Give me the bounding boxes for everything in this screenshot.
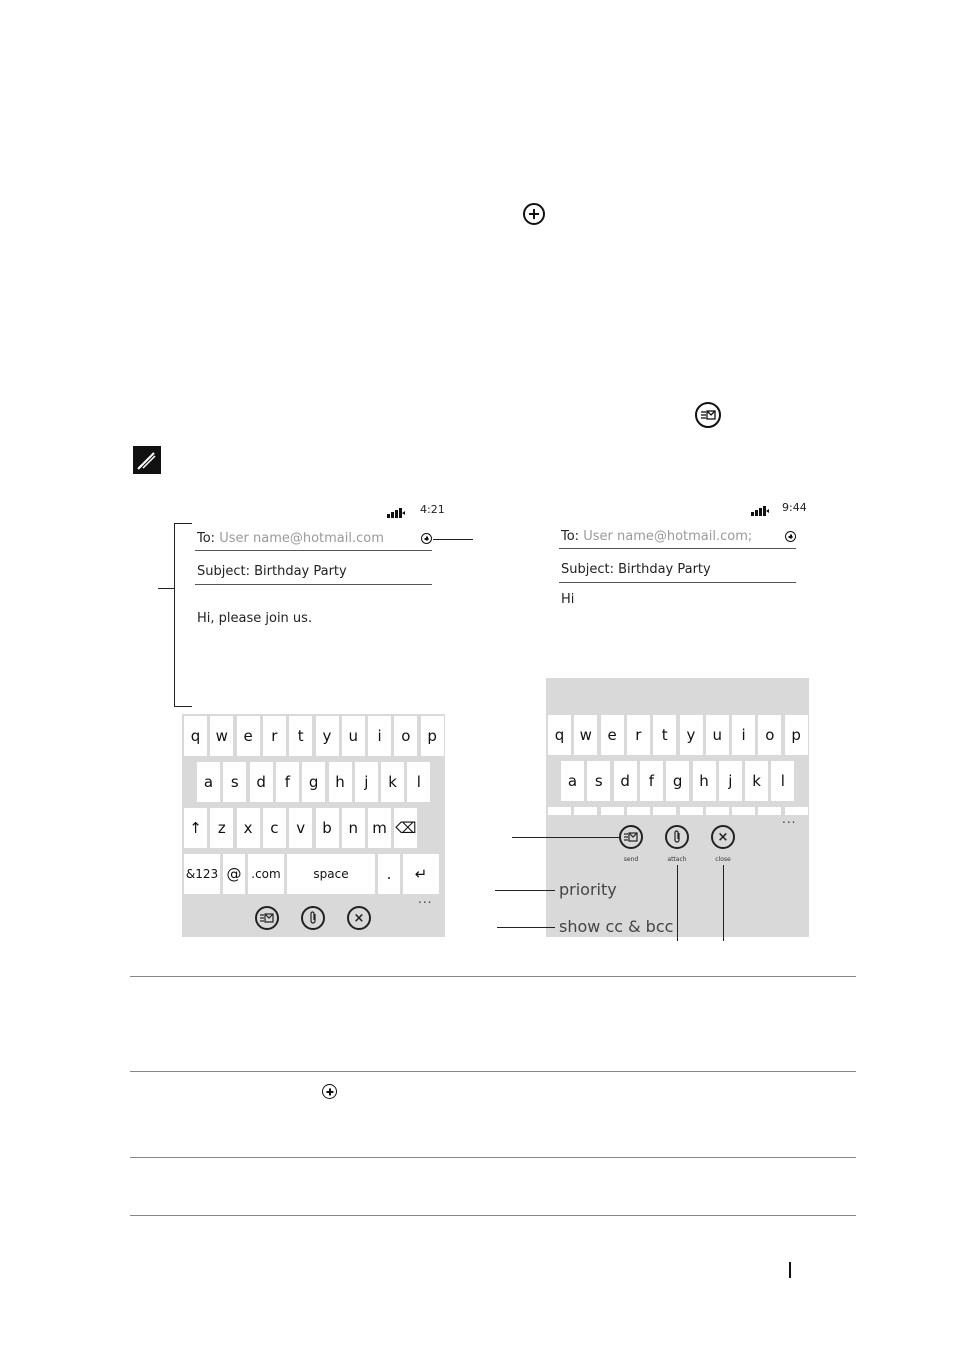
key-x[interactable]: x <box>237 808 260 848</box>
key-f[interactable]: f <box>276 762 299 802</box>
symbols-key[interactable]: &123 <box>184 854 220 894</box>
key-k[interactable]: k <box>381 762 404 802</box>
close-caption: close <box>715 856 731 863</box>
status-time: 4:21 <box>420 503 445 516</box>
to-field[interactable] <box>197 531 384 546</box>
table-rule <box>130 976 856 977</box>
key-special[interactable]: ⌫ <box>394 808 417 848</box>
key-d[interactable]: d <box>614 761 637 801</box>
key-r[interactable]: r <box>627 715 650 755</box>
key-p[interactable]: p <box>421 716 444 756</box>
key-d[interactable]: d <box>250 762 273 802</box>
attach-caption: attach <box>667 856 687 863</box>
key-y[interactable]: y <box>316 716 339 756</box>
period-key[interactable]: . <box>378 854 400 894</box>
send-button[interactable] <box>619 825 643 849</box>
key-partial <box>653 807 676 815</box>
subject-field[interactable]: Subject: Birthday Party <box>561 562 711 577</box>
to-placeholder: User name@hotmail.com <box>219 531 384 546</box>
key-l[interactable]: l <box>771 761 794 801</box>
key-w[interactable]: w <box>210 716 233 756</box>
to-field[interactable] <box>561 529 752 544</box>
send-icon <box>695 402 721 428</box>
key-p[interactable]: p <box>785 715 808 755</box>
more-icon[interactable]: ... <box>782 812 797 826</box>
send-button[interactable] <box>255 906 279 930</box>
key-c[interactable]: c <box>263 808 286 848</box>
key-g[interactable]: g <box>666 761 689 801</box>
key-i[interactable]: i <box>732 715 755 755</box>
more-icon[interactable]: ... <box>418 892 433 906</box>
to-label: To: <box>561 529 580 544</box>
send-caption: send <box>623 856 639 863</box>
signal-icon <box>751 501 769 511</box>
key-k[interactable]: k <box>745 761 768 801</box>
key-a[interactable]: a <box>197 762 220 802</box>
key-m[interactable]: m <box>368 808 391 848</box>
key-i[interactable]: i <box>368 716 391 756</box>
key-s[interactable]: s <box>223 762 246 802</box>
key-partial <box>758 807 781 815</box>
key-f[interactable]: f <box>640 761 663 801</box>
at-key[interactable]: @ <box>223 854 245 894</box>
key-partial <box>680 807 703 815</box>
to-label: To: <box>197 531 216 546</box>
key-partial <box>601 807 624 815</box>
key-o[interactable]: o <box>758 715 781 755</box>
page-marker <box>789 1262 791 1278</box>
status-time: 9:44 <box>782 501 807 514</box>
note-icon <box>133 446 161 474</box>
key-q[interactable]: q <box>184 716 207 756</box>
key-partial <box>627 807 650 815</box>
subject-field[interactable]: Subject: Birthday Party <box>197 564 347 579</box>
key-partial <box>574 807 597 815</box>
key-y[interactable]: y <box>680 715 703 755</box>
table-rule <box>130 1071 856 1072</box>
message-body[interactable]: Hi <box>561 592 575 607</box>
enter-key[interactable]: ↵ <box>403 854 439 894</box>
key-u[interactable]: u <box>342 716 365 756</box>
key-h[interactable]: h <box>329 762 352 802</box>
key-g[interactable]: g <box>302 762 325 802</box>
key-j[interactable]: j <box>719 761 742 801</box>
add-icon <box>322 1084 337 1099</box>
key-partial <box>548 807 571 815</box>
key-h[interactable]: h <box>693 761 716 801</box>
space-key[interactable]: space <box>287 854 375 894</box>
key-partial <box>706 807 729 815</box>
add-recipient-icon[interactable] <box>421 533 432 544</box>
close-button[interactable]: × <box>711 825 735 849</box>
message-body[interactable]: Hi, please join us. <box>197 611 313 626</box>
key-q[interactable]: q <box>548 715 571 755</box>
add-recipient-icon[interactable] <box>785 531 796 542</box>
key-special[interactable]: ↑ <box>184 808 207 848</box>
key-t[interactable]: t <box>289 716 312 756</box>
key-a[interactable]: a <box>561 761 584 801</box>
key-j[interactable]: j <box>355 762 378 802</box>
close-button[interactable]: × <box>347 906 371 930</box>
to-placeholder: User name@hotmail.com; <box>583 529 753 544</box>
key-s[interactable]: s <box>587 761 610 801</box>
key-w[interactable]: w <box>574 715 597 755</box>
show-cc-bcc-menu-item[interactable]: show cc & bcc <box>559 917 674 936</box>
key-r[interactable]: r <box>263 716 286 756</box>
attach-button[interactable] <box>301 906 325 930</box>
key-e[interactable]: e <box>237 716 260 756</box>
key-n[interactable]: n <box>342 808 365 848</box>
dotcom-key[interactable]: .com <box>248 854 284 894</box>
key-b[interactable]: b <box>316 808 339 848</box>
key-l[interactable]: l <box>407 762 430 802</box>
key-o[interactable]: o <box>394 716 417 756</box>
attach-button[interactable] <box>665 825 689 849</box>
table-rule <box>130 1215 856 1216</box>
key-u[interactable]: u <box>706 715 729 755</box>
key-partial <box>732 807 755 815</box>
key-e[interactable]: e <box>601 715 624 755</box>
key-z[interactable]: z <box>210 808 233 848</box>
key-v[interactable]: v <box>289 808 312 848</box>
priority-menu-item[interactable]: priority <box>559 880 617 899</box>
add-icon <box>523 203 545 225</box>
table-rule <box>130 1157 856 1158</box>
signal-icon <box>387 503 405 513</box>
key-t[interactable]: t <box>653 715 676 755</box>
